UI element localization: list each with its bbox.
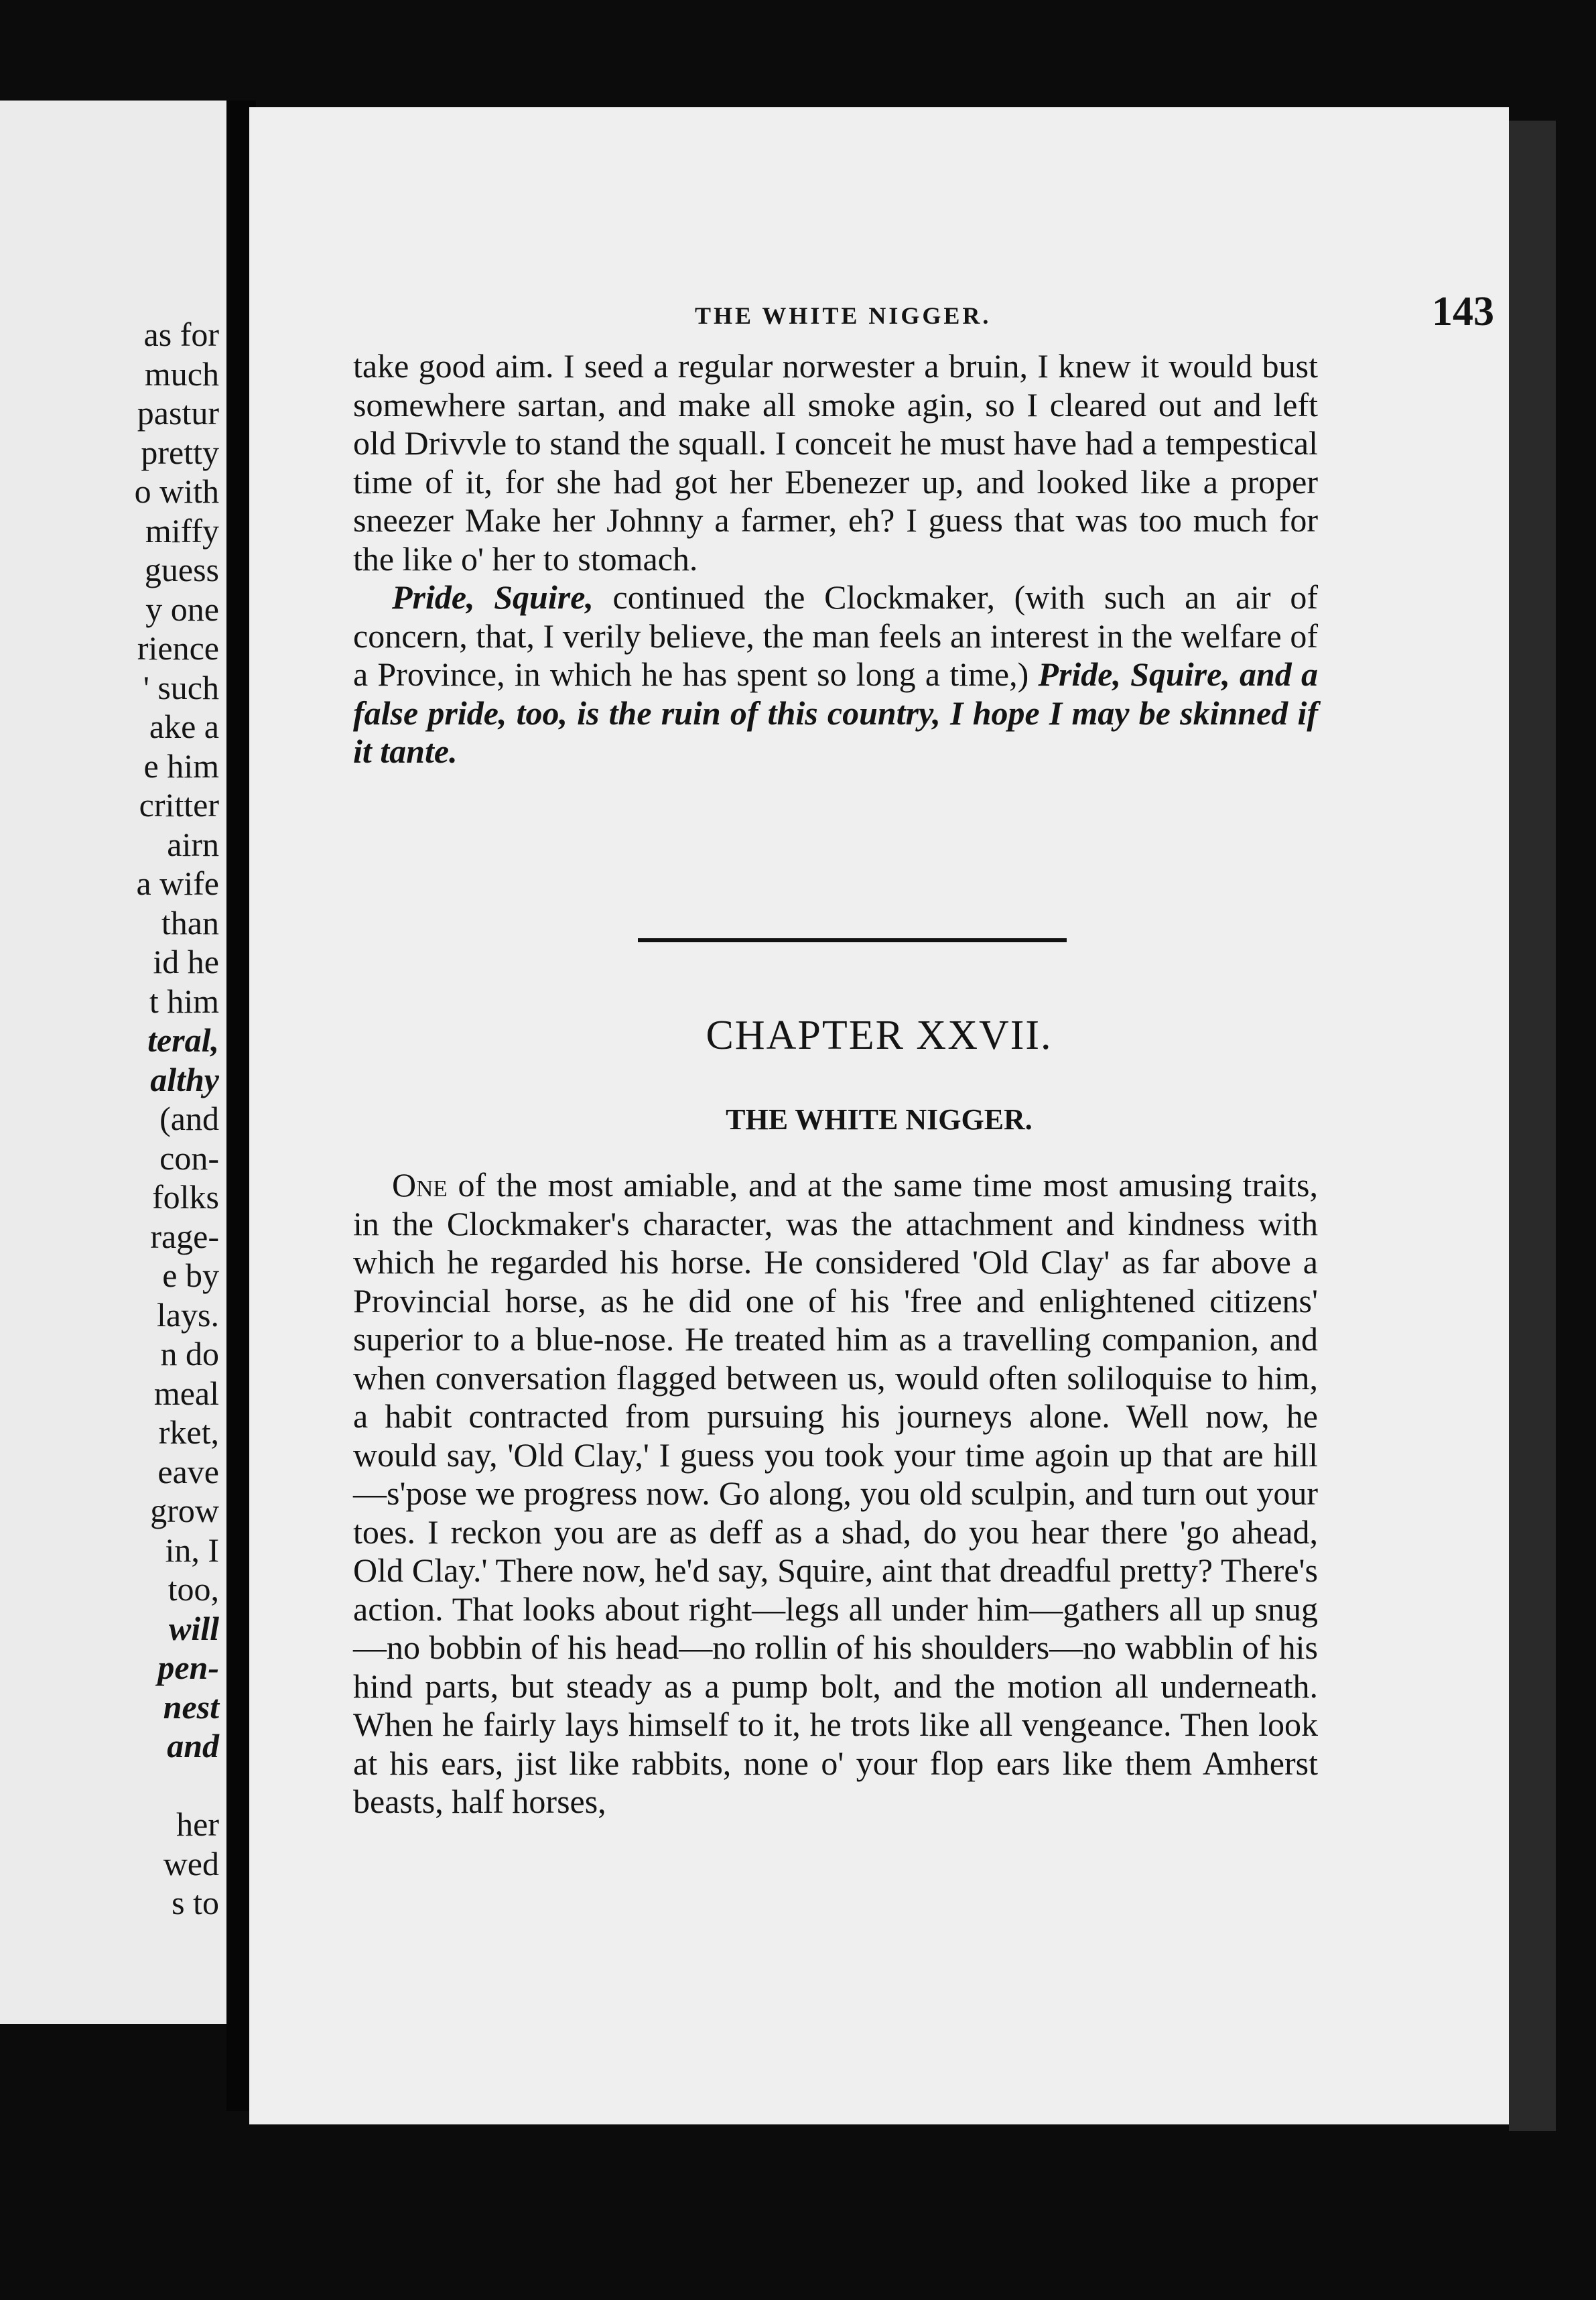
- paragraph: [353, 1166, 1318, 1822]
- left-page-line: than: [161, 903, 219, 942]
- left-page-line: and: [167, 1727, 219, 1765]
- left-page-line: e by: [162, 1257, 219, 1294]
- left-page-line: much: [144, 355, 219, 393]
- paragraph-text: of the most amiable, and at the same time most amusing traits, in the Clockmaker's character, was the attachment and kindness with which he regarded his horse. He considered 'Old Clay' as far above a Provincial horse, as he did one of his 'free and enlightened citizens' superior to a blue-nose. He treated him as a travelling companion, and when conversation flagged between us, would often soliloquise to him, a habit contracted from pursuing his journeys alone. Well now, he would say, 'Old Clay,' I guess you took your time agoin up that are hill—s'pose we progress now. Go along, you old sculpin, and turn out your toes. I reckon you are as deff as a shad, do you hear there 'go ahead, Old Clay.' There now, he'd say, Squire, aint that dreadful pretty? There's action. That looks about right—legs all under him—gathers all up snug—no bobbin of his head—no rollin of his shoulders—no wabblin of his hind parts, but steady as a pump bolt, and the motion all underneath. When he fairly lays himself to it, he trots like all vengeance. Then look at his ears, jist like rabbits, none o' your flop ears like them Amherst beasts, half horses,: [353, 1166, 1318, 1820]
- left-page-line: rage-: [150, 1217, 219, 1255]
- left-page-line: y one: [145, 590, 219, 628]
- left-page-line: ' such: [143, 668, 219, 706]
- left-page-line: n do: [160, 1335, 219, 1372]
- left-page-line: folks: [152, 1178, 219, 1216]
- left-page-line: rience: [137, 629, 219, 667]
- left-page-line: wed: [163, 1844, 219, 1882]
- left-page-line: con-: [159, 1139, 219, 1177]
- left-page-line: pen-: [157, 1649, 219, 1686]
- left-page-fragment: [0, 101, 231, 2024]
- left-page-line: t him: [149, 982, 219, 1020]
- left-page-line: miffy: [145, 511, 219, 550]
- dropcap: One: [392, 1166, 448, 1204]
- chapter-title: CHAPTER XXVII.: [706, 1013, 1053, 1058]
- section-rule: [638, 938, 1067, 942]
- left-page-line: nest: [163, 1687, 219, 1726]
- left-page-line: her: [176, 1805, 219, 1843]
- left-page-line: in, I: [165, 1531, 219, 1569]
- left-page-line: critter: [139, 786, 219, 824]
- page-number: 143: [1432, 289, 1494, 334]
- left-page-line: o with: [134, 472, 219, 510]
- left-page-line: ake a: [149, 708, 219, 745]
- chapter-subtitle: THE WHITE NIGGER.: [726, 1103, 1033, 1136]
- left-page-line: s to: [172, 1884, 219, 1921]
- left-page-line: as for: [143, 316, 219, 353]
- paragraph: [353, 578, 1318, 771]
- left-page-line: lays.: [156, 1295, 219, 1334]
- left-page-line: (and: [159, 1100, 219, 1137]
- left-page-line: guess: [144, 551, 219, 588]
- chapter-text-block: [353, 1166, 1318, 1822]
- top-text-block: [353, 347, 1318, 771]
- paragraph-text: continued the Clockmaker, (with such an air of concern, that, I verily believe, the man feels an interest in the welfare of a Province, in which he has spent so long a time,): [353, 578, 1318, 693]
- paragraph: take good aim. I seed a regular norwester a bruin, I knew it would bust somewhere sartan, and make all smoke agin, so I cleared out and left old Drivvle to stand the squall. I conceit he must have had a tempestical time of it, for she had got her Ebenezer up, and looked like a proper sneezer Make her Johnny a farmer, eh? I guess that was too much for the like o' her to stomach.: [353, 347, 1318, 578]
- left-page-line: id he: [153, 943, 219, 980]
- emphasis: Pride, Squire, and a false pride, too, is the ruin of this country, I hope I may be skinned if it tante.: [353, 655, 1318, 770]
- left-page-line: will: [168, 1609, 219, 1647]
- right-page: [249, 107, 1509, 2124]
- left-page-line: pretty: [141, 433, 219, 471]
- emphasis: Pride, Squire,: [392, 578, 594, 616]
- left-page-line: eave: [157, 1452, 219, 1490]
- left-page-line: e him: [143, 747, 219, 785]
- left-page-line: teral,: [147, 1021, 219, 1059]
- left-page-line: althy: [150, 1060, 219, 1098]
- left-page-line: grow: [150, 1492, 219, 1529]
- left-page-line: pastur: [137, 394, 219, 432]
- left-page-line: rket,: [158, 1413, 219, 1451]
- page-edge: [1509, 121, 1556, 2131]
- left-page-line: a wife: [136, 865, 219, 902]
- left-page-line: airn: [167, 825, 219, 863]
- left-page-line: too,: [168, 1570, 219, 1608]
- left-page-line: meal: [153, 1374, 219, 1412]
- running-head: THE WHITE NIGGER.: [695, 302, 992, 329]
- page-header: [249, 288, 1495, 342]
